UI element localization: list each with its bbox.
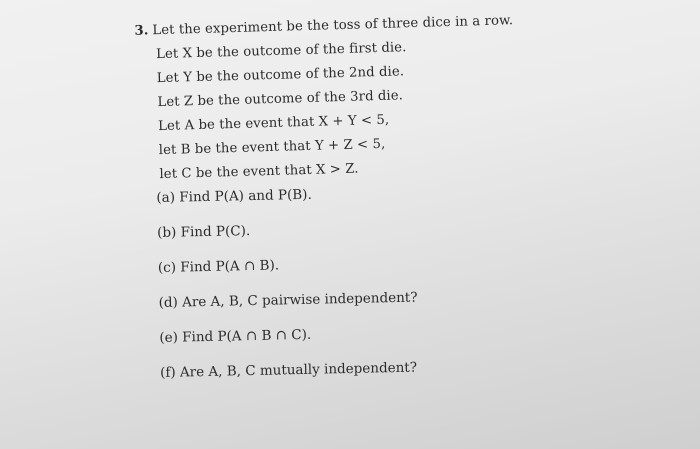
part-e: (e) Find P(A ∩ B ∩ C).	[159, 326, 312, 346]
problem-line-2: Let X be the outcome of the first die.	[155, 40, 407, 63]
problem-statement	[126, 3, 514, 183]
problem-line-7: let C be the event that X > Z.	[159, 161, 359, 183]
problem-line-6: let B be the event that Y + Z < 5,	[158, 136, 386, 159]
problem-line-5: Let A be the event that X + Y < 5,	[157, 112, 390, 135]
part-f: (f) Are A, B, C mutually independent?	[159, 359, 418, 381]
problem-line-1-text: Let the experiment be the toss of three dice in a row.	[152, 13, 514, 39]
problem-line-4: Let Z be the outcome of the 3rd die.	[157, 88, 404, 111]
part-d: (d) Are A, B, C pairwise independent?	[158, 289, 418, 311]
part-c: (c) Find P(A ∩ B).	[157, 257, 280, 276]
problem-line-1	[134, 13, 513, 39]
problem-line-3: Let Y be the outcome of the 2nd die.	[156, 64, 405, 87]
part-b: (b) Find P(C).	[157, 223, 251, 241]
problem-number: 3.	[134, 23, 149, 39]
part-a: (a) Find P(A) and P(B).	[156, 186, 312, 206]
